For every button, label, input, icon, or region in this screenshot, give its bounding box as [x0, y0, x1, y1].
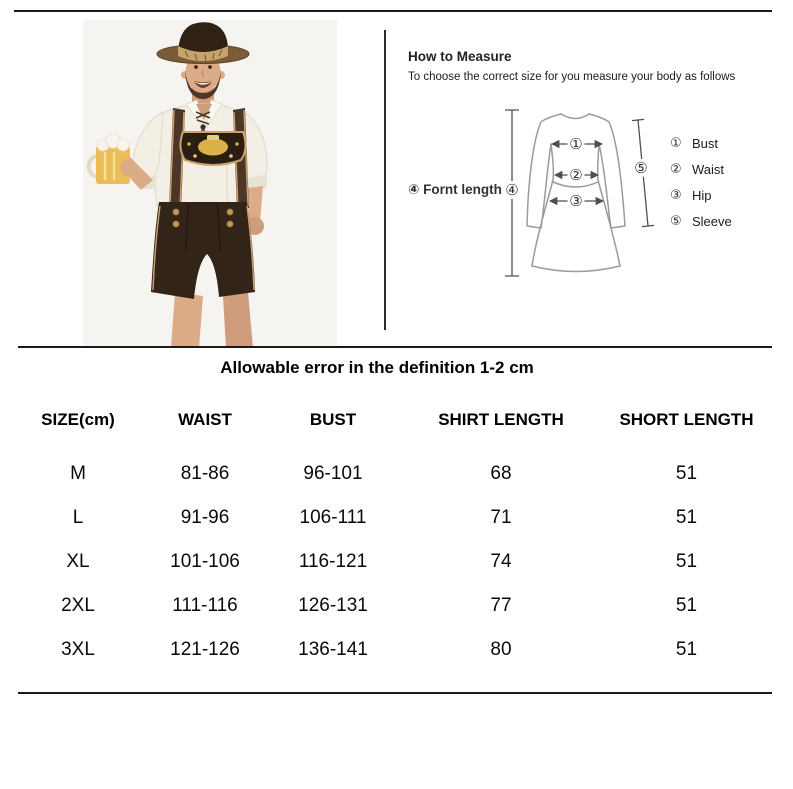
- bust-measure-line: [552, 135, 602, 153]
- cell-short-length: 51: [675, 507, 698, 528]
- hip-measure-line: [550, 192, 603, 210]
- col-header-bust: BUST: [309, 410, 357, 429]
- col-header-size: SIZE(cm): [41, 410, 115, 429]
- product-photo: [83, 20, 337, 348]
- table-header-row: [3, 400, 780, 452]
- legend-item-waist: [670, 157, 732, 183]
- how-to-measure-title: How to Measure: [408, 49, 512, 64]
- waist-measure-line: [555, 166, 598, 184]
- bottom-divider-line: [18, 692, 772, 694]
- circled-3-icon: ③: [670, 188, 682, 203]
- col-header-short-length: SHORT LENGTH: [619, 410, 754, 429]
- measure-legend: [670, 131, 732, 235]
- size-table: [3, 400, 780, 672]
- circled-3-mark: ③: [569, 192, 583, 210]
- legend-item-bust: [670, 131, 732, 157]
- circled-4-mark: ④: [505, 181, 519, 199]
- man-in-lederhosen-illustration: [83, 20, 337, 348]
- table-row: [3, 628, 780, 672]
- size-table-title: Allowable error in the definition 1-2 cm: [220, 358, 534, 377]
- cell-bust: 116-121: [298, 551, 368, 572]
- cell-size: 2XL: [61, 595, 95, 616]
- cell-shirt-length: 77: [490, 595, 512, 616]
- cell-waist: 81-86: [180, 463, 230, 484]
- table-row: [3, 584, 780, 628]
- vertical-divider-line: [384, 30, 386, 330]
- cell-shirt-length: 68: [490, 463, 512, 484]
- front-length-measure-line: [503, 110, 521, 276]
- legend-item-sleeve: [670, 209, 732, 235]
- table-row: [3, 452, 780, 496]
- cell-shirt-length: 80: [490, 639, 512, 660]
- legend-label: Bust: [692, 136, 719, 151]
- cell-bust: 126-131: [298, 595, 368, 616]
- circled-2-mark: ②: [569, 166, 583, 184]
- cell-size: M: [70, 463, 86, 484]
- cell-waist: 101-106: [170, 551, 240, 572]
- table-row: [3, 496, 780, 540]
- cell-size: 3XL: [61, 639, 95, 660]
- cell-short-length: 51: [675, 595, 698, 616]
- cell-waist: 121-126: [170, 639, 240, 660]
- cell-short-length: 51: [675, 463, 698, 484]
- cell-short-length: 51: [675, 551, 698, 572]
- table-row: [3, 540, 780, 584]
- col-header-waist: WAIST: [178, 410, 232, 429]
- circled-1-icon: ①: [670, 136, 682, 151]
- circled-5-mark: ⑤: [634, 159, 648, 177]
- cell-size: XL: [66, 551, 90, 572]
- circled-1-mark: ①: [569, 135, 583, 153]
- cell-waist: 111-116: [172, 595, 238, 616]
- cell-waist: 91-96: [180, 507, 230, 528]
- cell-bust: 106-111: [299, 507, 367, 528]
- cell-short-length: 51: [675, 639, 698, 660]
- cell-shirt-length: 74: [490, 551, 512, 572]
- legend-label: Waist: [692, 162, 725, 177]
- cell-shirt-length: 71: [490, 507, 512, 528]
- legend-label: Sleeve: [692, 214, 732, 229]
- top-divider-line: [14, 10, 772, 12]
- legend-label: Hip: [692, 188, 712, 203]
- cell-bust: 96-101: [303, 463, 363, 484]
- sleeve-measure-line: [632, 119, 654, 226]
- cell-size: L: [72, 507, 84, 528]
- middle-divider-line: [18, 346, 772, 348]
- col-header-shirt-length: SHIRT LENGTH: [438, 410, 564, 429]
- legend-item-hip: [670, 183, 732, 209]
- cell-bust: 136-141: [298, 639, 368, 660]
- front-length-label: ④ Fornt length: [408, 182, 502, 197]
- circled-2-icon: ②: [670, 162, 682, 177]
- how-to-measure-subtitle: To choose the correct size for you measure your body as follows: [408, 71, 736, 83]
- circled-5-icon: ⑤: [670, 214, 682, 229]
